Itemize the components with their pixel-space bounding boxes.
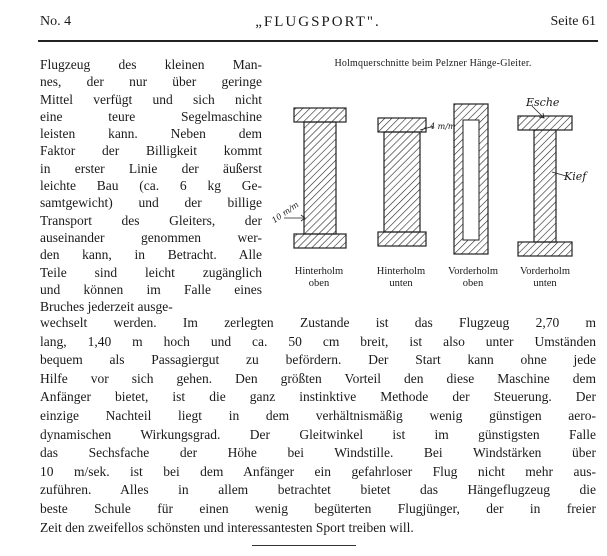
text-line: wechselt werden. Im zerlegten Zustande ist das Flugzeug 2,70 m bbox=[40, 315, 596, 330]
figure-title: Holmquerschnitte beim Pelzner Hänge-Gleiter. bbox=[334, 58, 532, 69]
text-line: leichte Bau (ca. 6 kg Ge- bbox=[40, 178, 262, 194]
text-line: Zeit den zweifellos schönsten und interessantesten Sport treiben will. bbox=[40, 519, 414, 535]
text-line: Teile sind leicht zugänglich bbox=[40, 264, 262, 280]
text-line: lang, 1,40 m hoch und ca. 50 cm breit, ist also unter Umständen bbox=[40, 333, 596, 349]
journal-title: „FLUGSPORT". bbox=[255, 14, 381, 30]
page-number: Seite 61 bbox=[550, 14, 596, 29]
text-line: samtgewicht) und der billige bbox=[40, 195, 262, 211]
caption-vorderholm-oben: Vorderholm oben bbox=[448, 266, 498, 289]
full-width-text bbox=[40, 314, 596, 537]
text-line: Faktor der Billigkeit kommt bbox=[40, 143, 262, 159]
annotation-esche: Esche bbox=[526, 96, 560, 109]
text-line: in erster Linie der äußerst bbox=[40, 160, 262, 176]
caption-hinterholm-unten: Hinterholm unten bbox=[376, 266, 426, 289]
text-line: einzige Nachteil liegt in dem verhältnismäßig wenig günstigen aero- bbox=[40, 407, 596, 423]
spar-vorderholm-oben bbox=[454, 104, 488, 254]
text-line: leisten kann. Neben dem bbox=[40, 126, 262, 142]
section-end-rule bbox=[252, 545, 356, 546]
text-line: Anfänger bietet, ist die ganz instinktive Methode der Steuerung. Der bbox=[40, 389, 596, 405]
text-line: und können im Falle eines bbox=[40, 281, 262, 297]
left-text-column bbox=[40, 56, 262, 315]
text-line: bequem als Passagiergut zu befördern. Der Start kann ohne jede bbox=[40, 352, 596, 368]
text-line: Mittel verfügt und sich nicht bbox=[40, 91, 262, 107]
annotation-dim-left: 10 m/m bbox=[270, 200, 301, 225]
text-line: eine teure Segelmaschine bbox=[40, 108, 262, 124]
spar-hinterholm-oben bbox=[284, 108, 346, 248]
text-line: dynamischen Wirkungsgrad. Der Gleitwinkel ist im günstigsten Falle bbox=[40, 426, 596, 442]
caption-hinterholm-oben: Hinterholm oben bbox=[294, 266, 344, 289]
text-line: Transport des Gleiters, der bbox=[40, 212, 262, 228]
text-line: das Sechsfache der Höhe bei Windstille. Bei Windstärken über bbox=[40, 445, 596, 461]
text-line: Flugzeug des kleinen Man- bbox=[40, 57, 262, 72]
annotation-dim-second: 4 m/m bbox=[430, 122, 456, 131]
caption-vorderholm-unten: Vorderholm unten bbox=[520, 266, 570, 289]
text-line: den kann, in Betracht. Alle bbox=[40, 247, 262, 263]
spar-cross-section-figure bbox=[268, 58, 598, 308]
text-line: beste Schule für einen wenig begüterten Flugjünger, der in freier bbox=[40, 500, 596, 516]
text-line: nes, der nur über geringe bbox=[40, 74, 262, 90]
text-line: zuführen. Alles in allem betrachtet bietet das Hängeflugzeug die bbox=[40, 482, 596, 498]
issue-number: No. 4 bbox=[40, 14, 72, 29]
text-line: Hilfe vor sich gehen. Den größten Vorteil den diese Maschine dem bbox=[40, 370, 596, 386]
text-line: Bruches jederzeit ausge- bbox=[40, 299, 173, 315]
text-line: 10 m/sek. ist bei dem Anfänger ein gefahrloser Flug nicht mehr aus- bbox=[40, 463, 596, 479]
header-rule bbox=[38, 40, 598, 42]
spar-hinterholm-unten bbox=[378, 118, 434, 246]
text-line: auseinander genommen wer- bbox=[40, 229, 262, 245]
annotation-kief: Kief bbox=[564, 170, 587, 183]
page-header bbox=[40, 14, 596, 36]
